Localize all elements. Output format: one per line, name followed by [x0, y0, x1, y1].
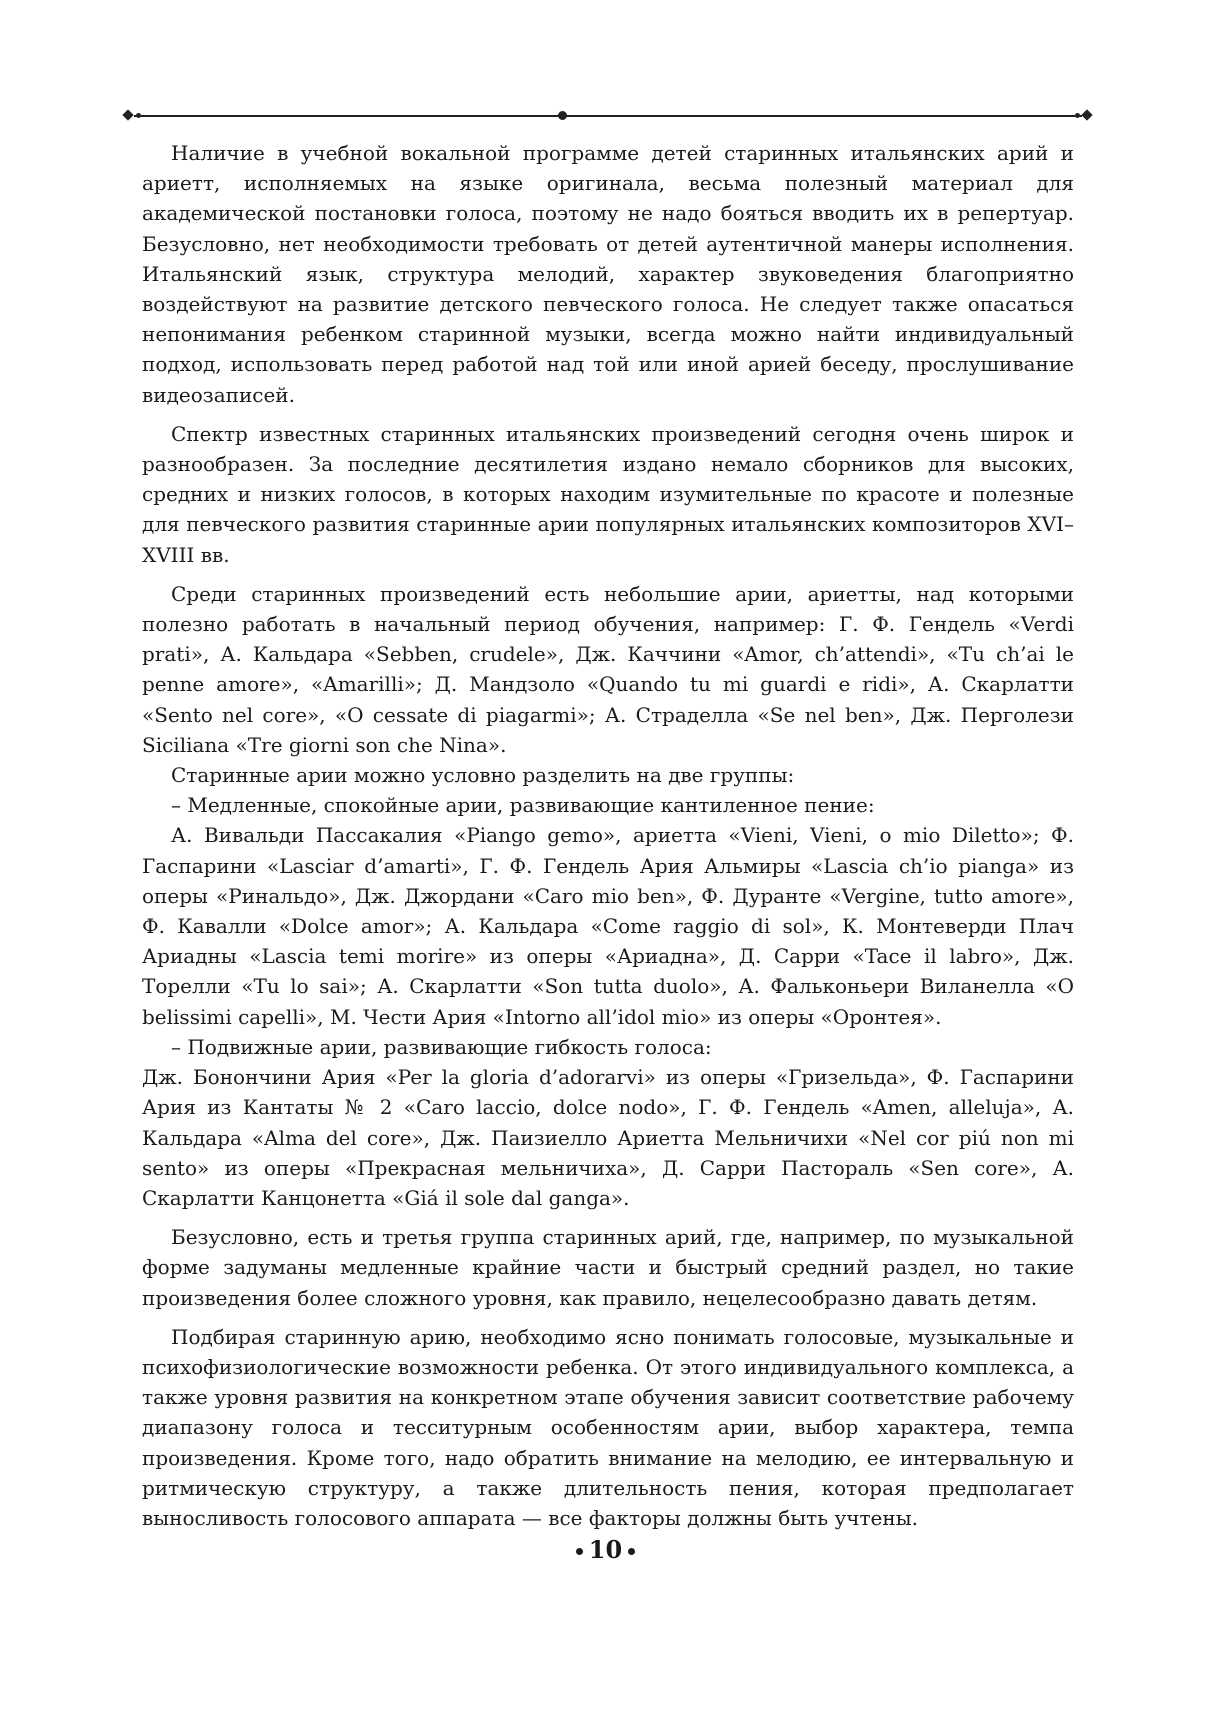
page-number-value: 10 [588, 1535, 623, 1564]
paragraph: Безусловно, есть и третья группа старинных арий, где, например, по музыкальной форме задуманы медленные крайние части и быстрый средний раздел, но такие произведения более сложного уровня, как правило, нецелесообразно давать детям. [142, 1225, 1074, 1310]
top-ornament-rule [124, 108, 1092, 124]
paragraph: Старинные арии можно условно разделить на две группы: [171, 763, 795, 788]
list-heading-fast-arias: – Подвижные арии, развивающие гибкость голоса: [171, 1034, 712, 1059]
bullet-icon [628, 1548, 635, 1555]
paragraph: А. Вивальди Пассакалия «Piango gemo», ариетта «Vieni, Vieni, o mio Diletto»; Ф. Гаспарини «Lasciar d’amarti», Г. Ф. Гендель Ария Альмиры «Lascia ch’io pianga» из оперы «Ринальдо», Дж. Джордани «Caro mio ben», Ф. Дуранте «Vergine, tutto amore», Ф. Кавалли «Dolce amor»; А. Кальдара «Come raggio di sol», К. Монтеверди Плач Ариадны «Lascia temi morire» из оперы «Ариадна», Д. Сарри «Tace il labro», Дж. Торелли «Tu lo sai»; А. Скарлатти «Son tutta duolo», А. Фальконьери Виланелла «O belissimi capelli», М. Чести Ария «Intorno all’idol mio» из оперы «Оронтея». [142, 823, 1074, 1029]
ornament-line [134, 115, 1082, 117]
list-heading-slow-arias: – Медленные, спокойные арии, развивающие кантиленное пение: [171, 793, 875, 818]
ornament-left-diamond [122, 109, 133, 120]
bullet-icon [576, 1548, 583, 1555]
paragraph: Наличие в учебной вокальной программе детей старинных итальянских арий и ариетт, исполняемых на языке оригинала, весьма полезный материал для академической постановки голоса, поэтому не надо бояться вводить их в репертуар. Безусловно, нет необходимости требовать от детей аутентичной манеры исполнения. Итальянский язык, структура мелодий, характер звуковедения благоприятно воздействуют на развитие детского певческого голоса. Не следует также опасаться непонимания ребенком старинной музыки, всегда можно найти индивидуальный подход, использовать перед работой над той или иной арией беседу, прослушивание видеозаписей. [142, 141, 1074, 407]
paragraph: Среди старинных произведений есть небольшие арии, ариетты, над которыми полезно работать в начальный период обучения, например: Г. Ф. Гендель «Verdi prati», А. Кальдара «Sebben, crudele», Дж. Каччини «Amor, ch’attendi», «Tu ch’ai le penne amore», «Amarilli»; Д. Мандзоло «Quando tu mi guardi e ridi», А. Скарлатти «Sento nel core», «O cessate di piagarmi»; А. Страделла «Se nel ben», Дж. Перголези Siciliana «Tre giorni son che Nina». [142, 581, 1074, 757]
paragraph: Спектр известных старинных итальянских произведений сегодня очень широк и разнообразен. За последние десятилетия издано немало сборников для высоких, средних и низких голосов, в которых находим изумительные по красоте и полезные для певческого развития старинные арии популярных итальянских композиторов XVI–XVIII вв. [142, 421, 1074, 567]
body-text [142, 138, 1074, 1533]
ornament-left-dot [136, 113, 141, 118]
ornament-right-dot [1075, 113, 1080, 118]
ornament-right-diamond [1081, 109, 1092, 120]
paragraph: Дж. Бонончини Ария «Per la gloria d’adorarvi» из оперы «Гризельда», Ф. Гаспарини Ария из Кантаты № 2 «Caro laccio, dolce nodo», Г. Ф. Гендель «Amen, alleluja», А. Кальдара «Alma del core», Дж. Паизиелло Ариетта Мельничихи «Nel cor piú non mi sento» из оперы «Прекрасная мельничиха», Д. Сарри Пастораль «Sen core», А. Скарлатти Канцонетта «Giá il sole dal ganga». [142, 1065, 1074, 1210]
ornament-center-dot [558, 111, 567, 120]
paragraph: Подбирая старинную арию, необходимо ясно понимать голосовые, музыкальные и психофизиологические возможности ребенка. От этого индивидуального комплекса, а также уровня развития на конкретном этапе обучения зависит соответствие рабочему диапазону голоса и тесситурным особенностям арии, выбор характера, темпа произведения. Кроме того, надо обратить внимание на мелодию, ее интервальную и ритмическую структуру, а также длительность пения, которая предполагает выносливость голосового аппарата — все факторы должны быть учтены. [142, 1324, 1074, 1530]
page-number [0, 1535, 1211, 1564]
